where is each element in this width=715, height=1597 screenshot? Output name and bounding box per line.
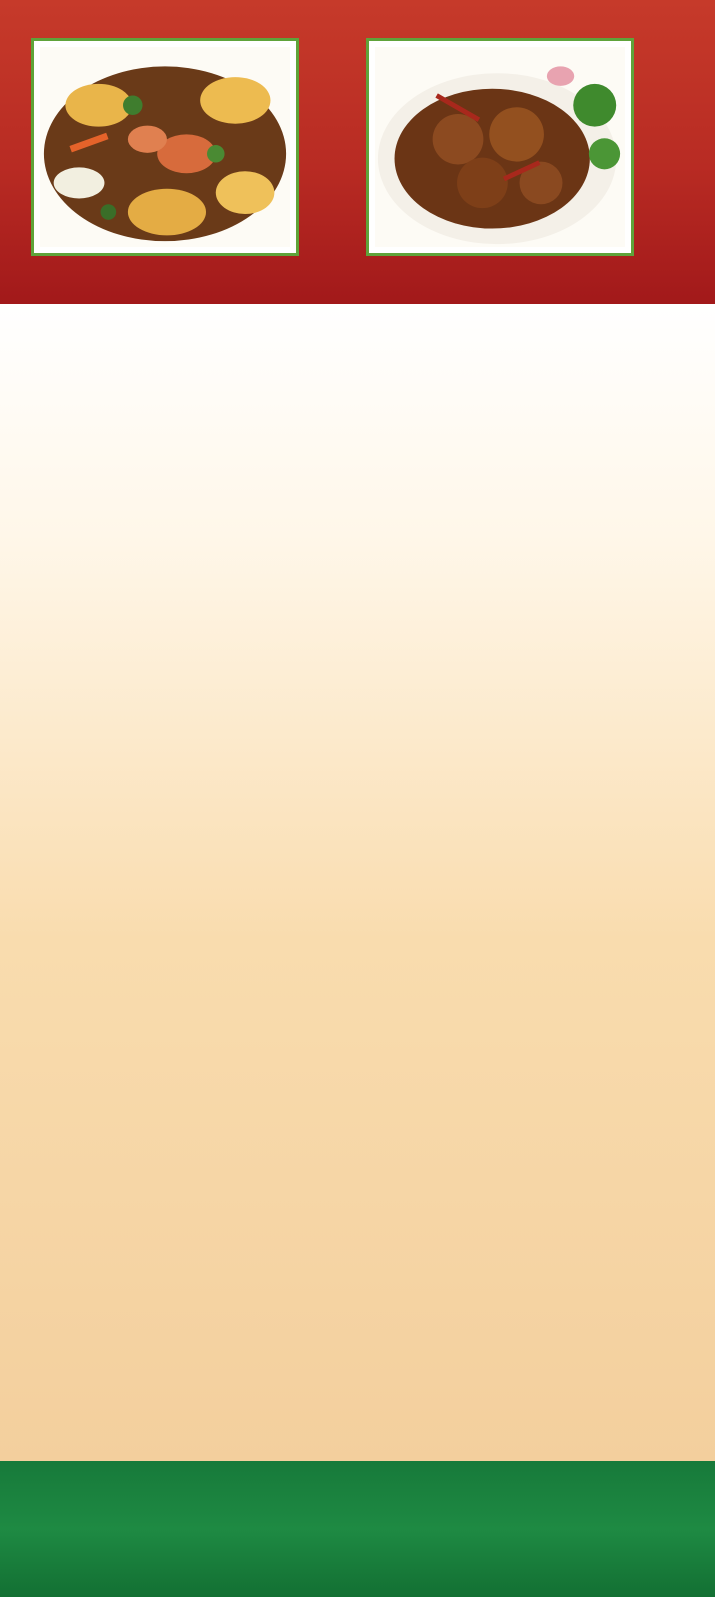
menu-panel	[0, 304, 715, 1461]
footer-banner	[0, 1461, 715, 1597]
general-tsos-chicken-photo	[366, 38, 634, 256]
subgum-wonton-photo	[31, 38, 299, 256]
